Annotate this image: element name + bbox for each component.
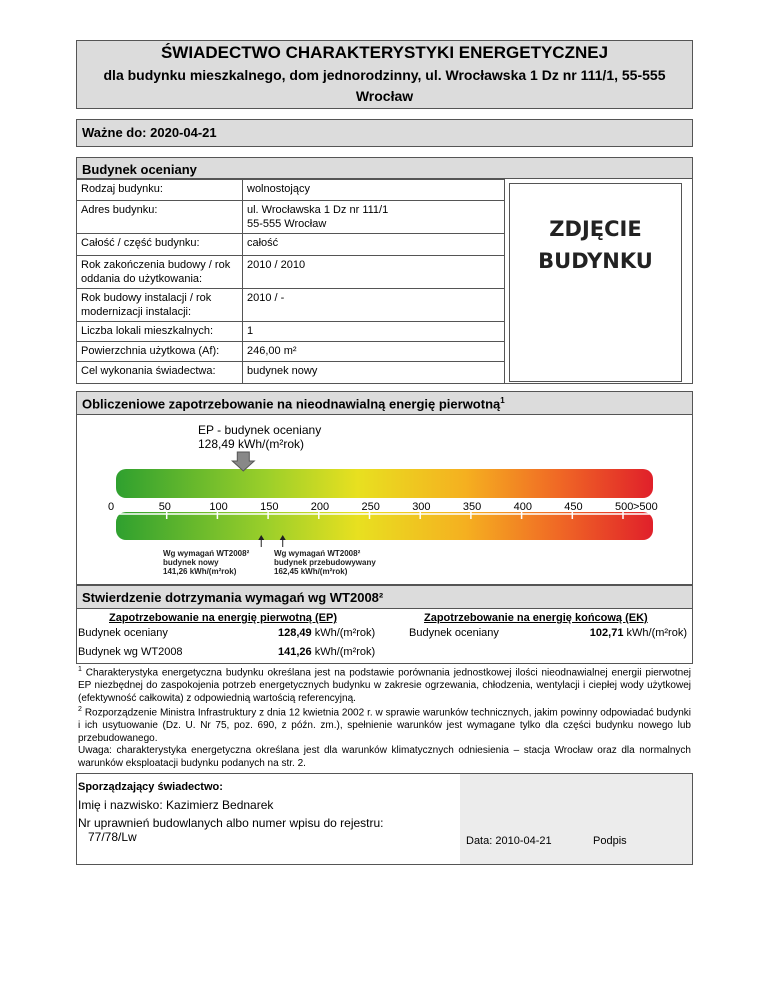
ep-marker-arrow [232,452,254,471]
scale-tick-label: 250 [361,501,380,513]
building-info-row [77,180,505,201]
ek-row-value: 102,71 [589,627,624,639]
building-section-title: Budynek oceniany [76,157,693,179]
scale-tick-label: 100 [209,501,228,513]
author-license-value: 77/78/Lw [88,830,137,844]
footnote-1 [78,663,691,705]
compliance-title: Stwierdzenie dotrzymania wymagań wg WT2008² [76,585,693,609]
building-info-row [77,322,505,342]
footnote-2 [78,703,691,745]
ep-section-title-text: Obliczeniowe zapotrzebowanie na nieodnawialną energię pierwotną [82,396,501,412]
building-info-label: Rok budowy instalacji / rok modernizacji instalacji: [77,289,243,322]
author-name: Imię i nazwisko: Kazimierz Bednarek [78,798,274,812]
building-photo-placeholder [509,183,682,382]
ep-building-value: 128,49 kWh/(m²rok) [198,437,305,451]
compliance-row-label: Budynek wg WT2008 [78,646,183,658]
building-info-label: Cel wykonania świadectwa: [77,362,243,384]
building-info-label: Powierzchnia użytkowa (Af): [77,342,243,362]
building-info-table [76,179,505,384]
scale-tick-label: 350 [462,501,482,513]
ep-building-label-text: EP - budynek oceniany [198,423,322,437]
building-info-label: Liczba lokali mieszkalnych: [77,322,243,342]
building-info-row [77,362,505,384]
scale-tick-label: 200 [310,501,330,513]
ep-section-title-sup: 1 [500,396,505,405]
scale-tick-label: 150 [260,501,279,513]
footnote-1-text: Charakterystyka energetyczna budynku określana jest na podstawie porównania jednostkowej ilości nieodnawialnej energii pierwotnej EP niezbędnej do zaspokojenia potrzeb energetycznych budynku w zakresie ogrzewania, chłodzenia, wentylacji i ciepłej wody użytkowej (efektywność całkowita) z odpowiednią wartością referencyjną. [78,667,692,705]
building-info-value: 2010 / - [243,289,505,322]
scale-tick-label: 450 [564,501,583,513]
signature-area [460,774,692,864]
ek-row-label: Budynek oceniany [409,627,499,639]
scale-tick-label: >500 [633,501,658,513]
building-info-row [77,201,505,234]
building-info-value: ul. Wrocławska 1 Dz nr 111/1 55-555 Wrocław [243,201,505,234]
building-info-row [77,342,505,362]
certificate-title: ŚWIADECTWO CHARAKTERYSTYKI ENERGETYCZNEJ [160,43,609,62]
certificate-header [76,40,693,109]
scale-tick-label: 0 [108,501,115,513]
author-signature: Podpis [593,835,627,847]
building-info-label: Rok zakończenia budowy / rok oddania do użytkowania: [77,256,243,289]
scale-bar-top [116,469,653,498]
building-info-label: Całość / część budynku: [77,234,243,256]
building-info-row [77,256,505,289]
certificate-subtitle: dla budynku mieszkalnego, dom jednorodzinny, ul. Wrocławska 1 Dz nr 111/1, 55-555 Wrocław [103,67,666,104]
compliance-row-label: Budynek oceniany [78,627,168,639]
building-info-row [77,234,505,256]
ek-row-building [409,627,689,639]
compliance-row-building [78,627,388,639]
building-info-value: 246,00 m² [243,342,505,362]
footnote-2-mark: 2 [78,706,82,713]
building-info-value: budynek nowy [243,362,505,384]
building-info-label: Rodzaj budynku: [77,180,243,201]
compliance-row-unit: kWh/(m²rok) [311,646,376,658]
photo-placeholder-line2: BUDYNKU [538,249,653,273]
ep-header: Zapotrzebowanie na energię pierwotną (EP) [109,612,337,624]
author-license-label: Nr uprawnień budowlanych albo numer wpisu do rejestru: [78,816,384,830]
author-date: Data: 2010-04-21 [466,835,552,847]
author-title: Sporządzający świadectwo: [78,781,223,793]
footnote-note: Uwaga: charakterystyka energetyczna określana jest dla warunków klimatycznych odniesienia – stacja Wrocław oraz dla normalnych warunków eksploatacji budynku podanych na str. 2. [78,745,691,769]
req-rebuilt-label: Wg wymagań WT2008² budynek przebudowywany 162,45 kWh/(m²rok) [274,549,376,576]
scale-tick-label: 500 [615,501,634,513]
scale-tick-label: 50 [158,501,171,513]
ep-section-title [76,391,693,415]
footnote-1-mark: 1 [78,666,82,673]
validity-date: Ważne do: 2020-04-21 [76,119,693,147]
photo-placeholder-line1: ZDJĘCIE [549,217,642,241]
building-info-value: 2010 / 2010 [243,256,505,289]
scale-tick-label: 300 [412,501,431,513]
footnote-2-text: Rozporządzenie Ministra Infrastruktury z dnia 12 kwietnia 2002 r. w sprawie warunków technicznych, jakim powinny odpowiadać budynki i ich usytuowanie (Dz. U. Nr 75, poz. 690, z późn. zm.), spełnienie warunków jest wymagane tylko dla części budynku nowego lub przebudowanego. [78,707,691,745]
compliance-row-wt2008 [78,646,388,658]
compliance-row-unit: kWh/(m²rok) [311,627,376,639]
building-info-row [77,289,505,322]
compliance-row-value: 128,49 [278,627,312,639]
ek-header: Zapotrzebowanie na energię końcową (EK) [424,612,648,624]
building-info-value: wolnostojący [243,180,505,201]
building-info-value: 1 [243,322,505,342]
building-info-value: całość [243,234,505,256]
req-new-label: Wg wymagań WT2008² budynek nowy 141,26 kWh/(m²rok) [163,549,250,576]
ek-row-unit: kWh/(m²rok) [623,627,687,639]
scale-tick-label: 400 [513,501,532,513]
compliance-row-value: 141,26 [278,646,312,658]
building-info-label: Adres budynku: [77,201,243,234]
